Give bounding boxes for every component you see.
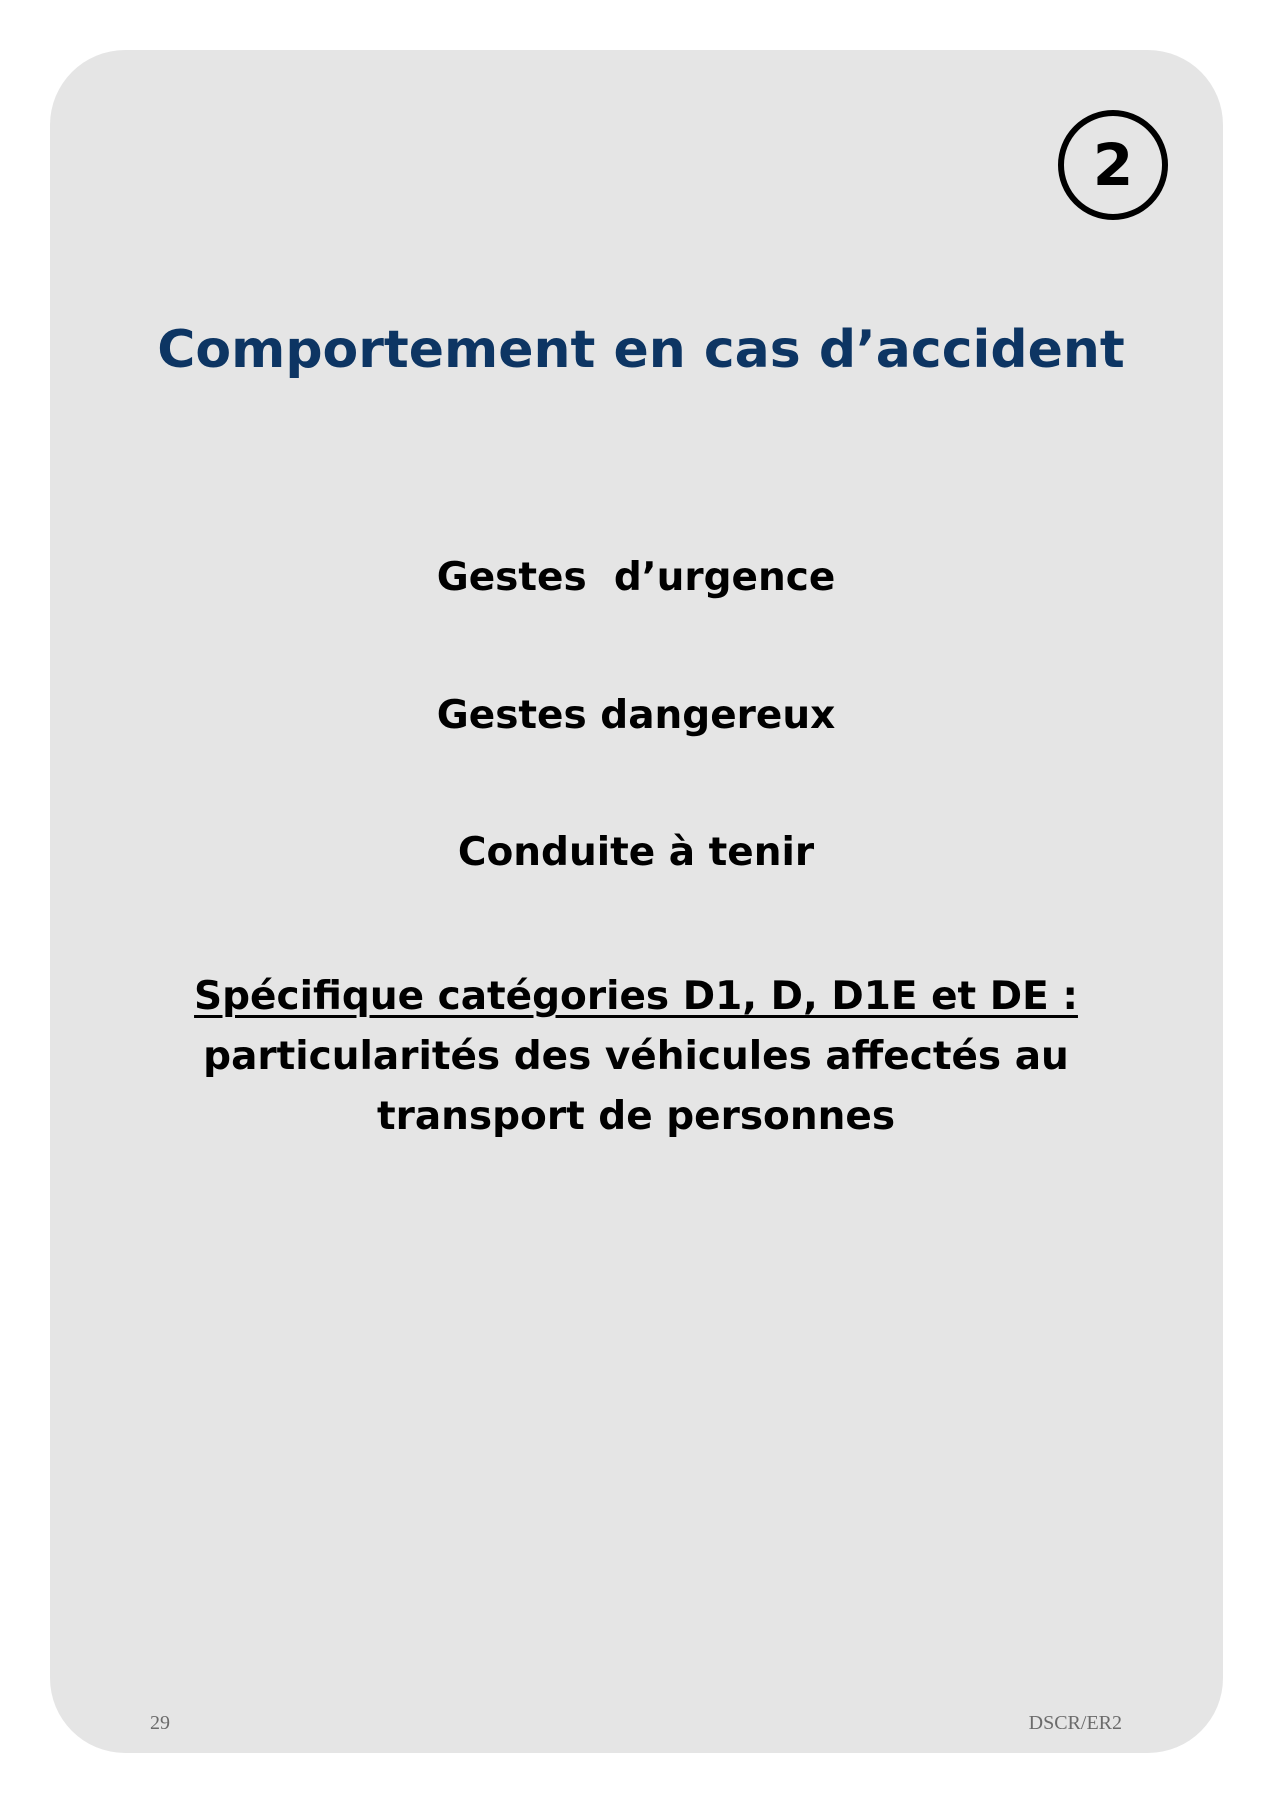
page-title: Comportement en cas d’accident: [157, 320, 1125, 380]
specific-body: particularités des véhicules affectés au transport de personnes: [203, 1034, 1069, 1139]
topic-emergency-actions: Gestes d’urgence: [436, 555, 836, 600]
document-reference: DSCR/ER2: [1028, 1712, 1122, 1734]
specific-heading: Spécifique catégories D1, D, D1E et DE :: [194, 974, 1078, 1019]
page-card: [50, 50, 1223, 1753]
section-number-badge: [1058, 110, 1168, 220]
topic-conduct: Conduite à tenir: [457, 830, 815, 875]
specific-section: [0, 967, 1272, 1147]
page-number: 29: [150, 1712, 170, 1734]
section-number: 2: [1092, 131, 1134, 199]
topic-dangerous-actions: Gestes dangereux: [436, 693, 836, 738]
